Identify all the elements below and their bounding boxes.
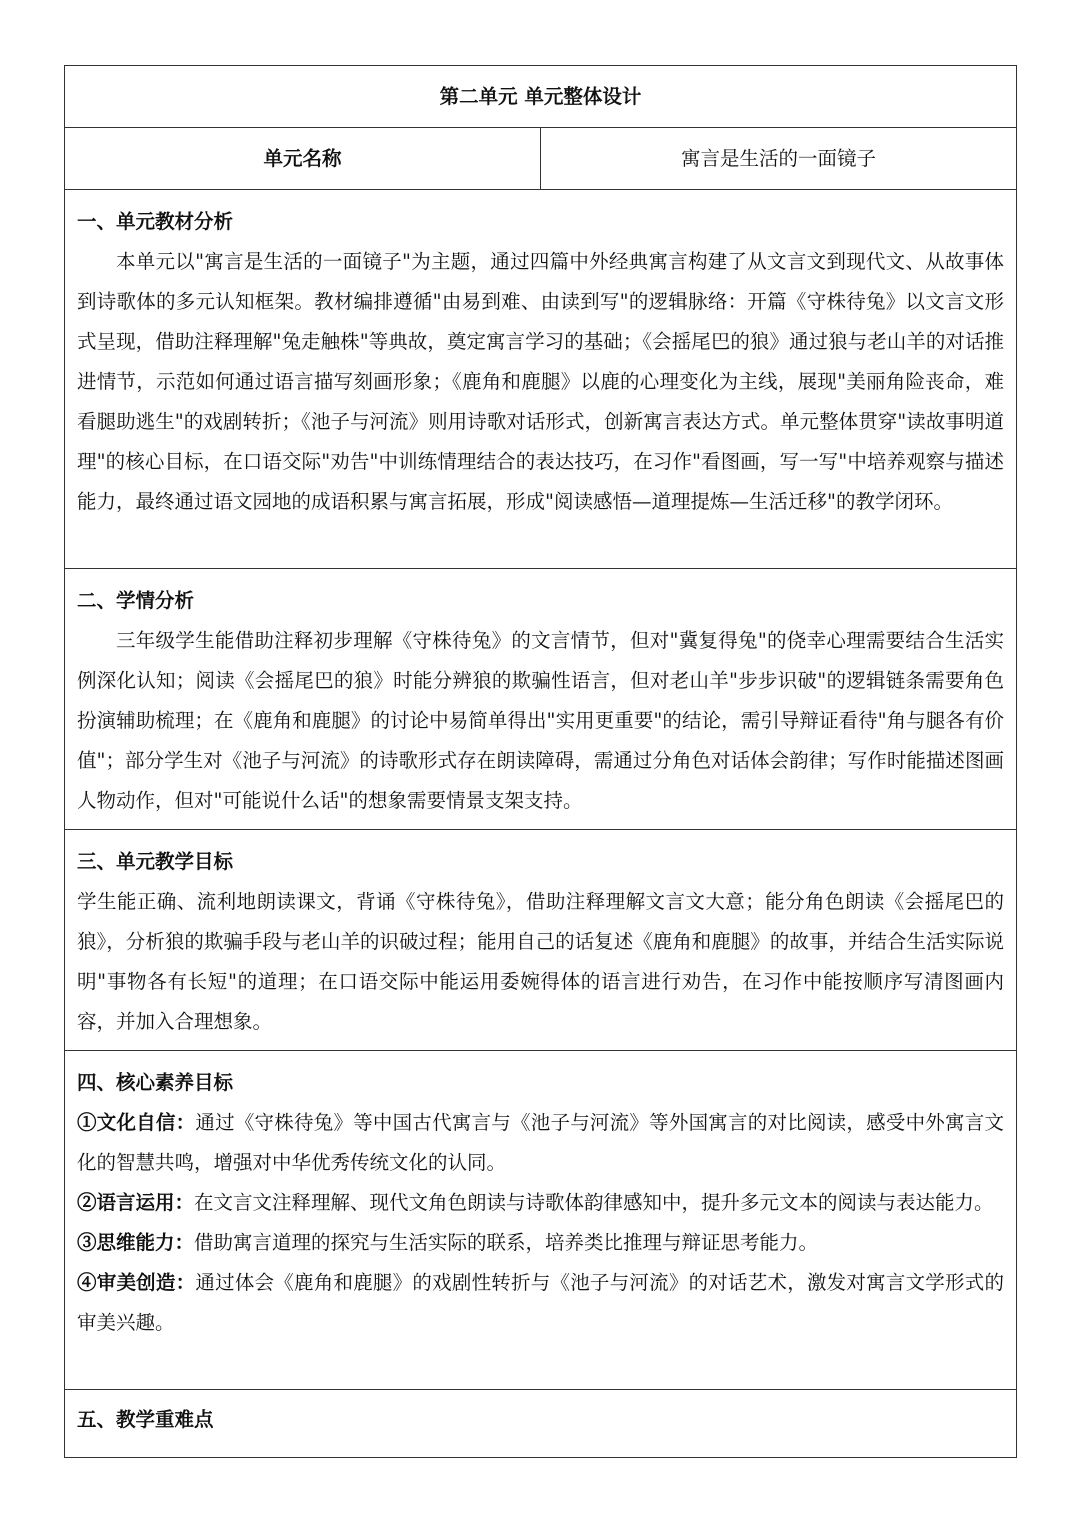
goal-label: ③思维能力： (77, 1231, 195, 1254)
goal-text: 通过体会《鹿角和鹿腿》的戏剧性转折与《池子与河流》的对话艺术，激发对寓言文学形式的审美兴趣。 (77, 1271, 1004, 1334)
section-student-analysis-row (65, 569, 1017, 830)
goal-text: 通过《守株待兔》等中国古代寓言与《池子与河流》等外国寓言的对比阅读，感受中外寓言文化的智慧共鸣，增强对中华优秀传统文化的认同。 (77, 1111, 1004, 1174)
section-core-literacy-row (65, 1051, 1017, 1390)
goal-cultural-confidence (77, 1103, 1004, 1183)
unit-name-value: 寓言是生活的一面镜子 (541, 128, 1017, 190)
goal-aesthetic-creation (77, 1263, 1004, 1343)
goal-label: ④审美创造： (77, 1271, 196, 1294)
section-key-difficulties-row (65, 1390, 1017, 1458)
section-paragraph: 学生能正确、流利地朗读课文，背诵《守株待兔》，借助注释理解文言文大意；能分角色朗读《会摇尾巴的狼》，分析狼的欺骗手段与老山羊的识破过程；能用自己的话复述《鹿角和鹿腿》的故事，并结合生活实际说明"事物各有长短"的道理；在口语交际中能运用委婉得体的语言进行劝告，在习作中能按顺序写清图画内容，并加入合理想象。 (77, 890, 1005, 1033)
unit-design-table (64, 65, 1017, 1458)
section-heading: 二、学情分析 (77, 589, 195, 612)
section-core-literacy (65, 1051, 1017, 1390)
goal-text: 借助寓言道理的探究与生活实际的联系，培养类比推理与辩证思考能力。 (194, 1231, 819, 1254)
section-material-analysis-row (65, 190, 1017, 569)
goal-text: 在文言文注释理解、现代文角色朗读与诗歌体韵律感知中，提升多元文本的阅读与表达能力。 (194, 1191, 994, 1214)
section-heading: 一、单元教材分析 (77, 210, 234, 233)
title-row (65, 66, 1017, 128)
section-heading: 四、核心素养目标 (77, 1071, 234, 1094)
section-paragraph: 本单元以"寓言是生活的一面镜子"为主题，通过四篇中外经典寓言构建了从文言文到现代文、从故事体到诗歌体的多元认知框架。教材编排遵循"由易到难、由读到写"的逻辑脉络：开篇《守株待兔》以文言文形式呈现，借助注释理解"兔走触株"等典故，奠定寓言学习的基础；《会摇尾巴的狼》通过狼与老山羊的对话推进情节，示范如何通过语言描写刻画形象；《鹿角和鹿腿》以鹿的心理变化为主线，展现"美丽角险丧命，难看腿助逃生"的戏剧转折；《池子与河流》则用诗歌对话形式，创新寓言表达方式。单元整体贯穿"读故事明道理"的核心目标，在口语交际"劝告"中训练情理结合的表达技巧，在习作"看图画，写一写"中培养观察与描述能力，最终通过语文园地的成语积累与寓言拓展，形成"阅读感悟—道理提炼—生活迁移"的教学闭环。 (77, 250, 1005, 513)
section-key-difficulties (65, 1390, 1017, 1458)
section-teaching-goals-row (65, 830, 1017, 1051)
section-heading: 三、单元教学目标 (77, 850, 234, 873)
document-title: 第二单元 单元整体设计 (65, 66, 1017, 128)
unit-name-label: 单元名称 (65, 128, 541, 190)
section-heading: 五、教学重难点 (77, 1408, 214, 1431)
unit-name-row (65, 128, 1017, 190)
section-teaching-goals (65, 830, 1017, 1051)
goal-language-use (77, 1183, 1004, 1223)
goal-label: ①文化自信： (77, 1111, 196, 1134)
section-student-analysis (65, 569, 1017, 830)
goal-thinking-ability (77, 1223, 1004, 1263)
goal-label: ②语言运用： (77, 1191, 195, 1214)
section-paragraph: 三年级学生能借助注释初步理解《守株待兔》的文言情节，但对"冀复得兔"的侥幸心理需要结合生活实例深化认知；阅读《会摇尾巴的狼》时能分辨狼的欺骗性语言，但对老山羊"步步识破"的逻辑链条需要角色扮演辅助梳理；在《鹿角和鹿腿》的讨论中易简单得出"实用更重要"的结论，需引导辩证看待"角与腿各有价值"；部分学生对《池子与河流》的诗歌形式存在朗读障碍，需通过分角色对话体会韵律；写作时能描述图画人物动作，但对"可能说什么话"的想象需要情景支架支持。 (77, 629, 1005, 812)
section-material-analysis (65, 190, 1017, 569)
